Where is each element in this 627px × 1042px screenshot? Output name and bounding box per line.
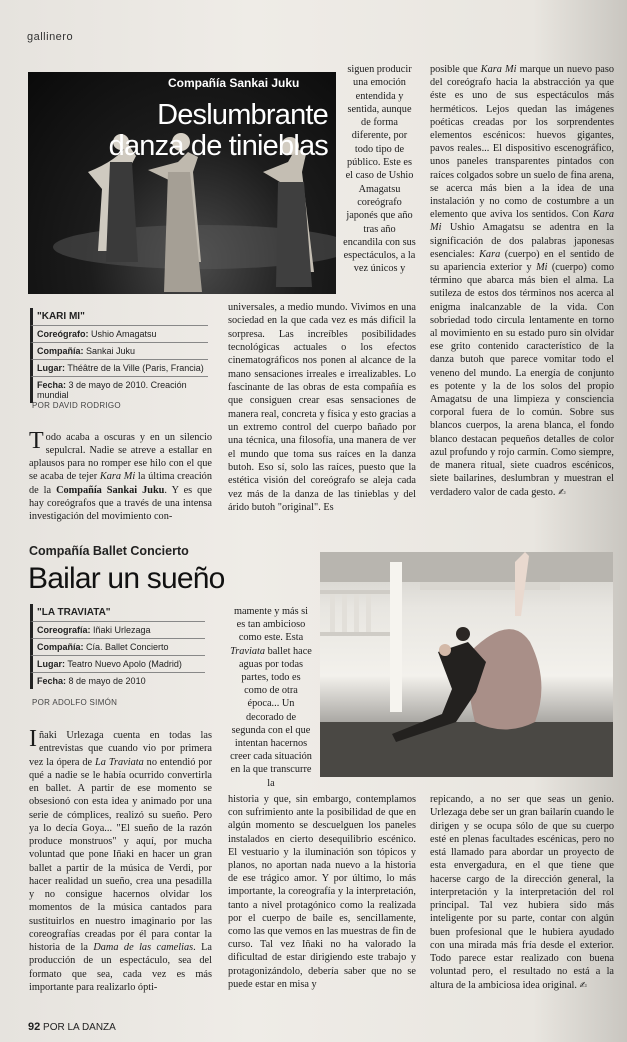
article2-column1: Iñaki Urlezaga cuenta en todas las entrevistas que cuando vio por primera vez la ópera de La Traviata no entendió por qué a nadie se le había ocurrido convertirla en ballet. A partir de ese momento se obsesionó con esta idea y animado por una serie de cómplices, realizó su sueño. Pero ya lo decía Goya... "El sueño de la razón produce monstruos" y aquí, por mucha voluntad que pone Iñaki en hacer un gran ballet a partir de la música de Verdi, por hacer realidad un sueño, crea una pesadilla y no consigue hacernos olvidar los momentos de la música cantados para sustituirlos en nuestro imaginario por las coreografías creadas por él para contar la historia de la Dama de las camelias. La producción de un espectáculo, sea del formato que sea, cada vez es más importante para realizarlo ópti- — [29, 726, 213, 993]
article2-infobox — [30, 604, 205, 689]
dropcap: I — [29, 726, 37, 752]
work-title: "LA TRAVIATA" — [30, 604, 205, 621]
article2-column2-top: mamente y más si es tan ambicioso como este. Esta Traviata ballet hace aguas por todas partes, todo es como de otra época... Un decorado de segunda con el que intentan hacernos creer cada situación en la que transcurre la — [230, 606, 312, 789]
article1-infobox — [30, 308, 208, 403]
info-row: Compañía: Sankai Juku — [30, 342, 208, 359]
article1-kicker: Compañía Sankai Juku — [168, 76, 300, 90]
section-label: gallinero — [27, 31, 74, 43]
dropcap: T — [29, 428, 44, 454]
info-row: Fecha: 3 de mayo de 2010. Creación mundial — [30, 376, 208, 403]
info-row: Compañía: Cía. Ballet Concierto — [30, 638, 205, 655]
work-title: "KARI MI" — [30, 308, 208, 325]
info-row: Coreógrafo: Ushio Amagatsu — [30, 325, 208, 342]
article2-column3: repicando, a no ser que seas un genio. Urlezaga debe ser un gran bailarín cuando le dirigen y se ocupa sólo de que su cuerpo esté en plenas facultades escénicas, pero no está llamado para abordar un proyecto de esta envergadura, en el que tiene que hacerse cargo de la dirección general, la interpretación y la interpretación del rol principal. Tal vez hubiera sido más inteligente por su parte, contar con algún buen profesional que le hubiera ayudado con una mirada más fría desde el exterior. Todo parece estar realizado con buena voluntad pero, el resultado no está a la altura de la ambiciosa idea original. ✍ — [430, 794, 614, 991]
info-row: Lugar: Teatro Nuevo Apolo (Madrid) — [30, 655, 205, 672]
la-traviata-photo — [320, 552, 613, 777]
end-signature-icon: ✍ — [579, 980, 588, 991]
article1-column3: posible que Kara Mi marque un nuevo paso del coreógrafo hacia la abstracción ya que éste es uno de sus espectáculos más herméticos. Lejos quedan las imágenes poéticas creadas por los sorprendentes elementos escénicos: huevos gigantes, pavos reales... El dispositivo escenográfico, unos paneles transparentes pintados con raíces colgados sobre un suelo de fina arena, se acerca más bien a la idea de una instalación y no como de costumbre a un elemento que aviva los sentidos. Con Kara Mi Ushio Amagatsu se adentra en la significación de dos palabras japonesas esenciales: Kara (cuerpo) en el sentido de su apariencia exterior y Mi (cuerpo) como término que abarca más bien el alma. La sutileza de estos dos términos nos acerca al enigma inalcanzable de la vida. Con sobriedad todo circula lentamente en torno al movimiento en su estado puro sin olvidar ese grito contenido característico de la danza butoh que parece vomitar todo el veneno del mundo. La energía de conjunto es potente y la de los solos del propio Amagatsu de una limpieza y consciencia corporal fuera de lo común. Sobre sus blancos cuerpos, la arena blanca, el fondo blanco destacan pequeños detalles de color azul profundo y rojo carmín. Como siempre, de manera ritual, siete cuadros escénicos, siete bailarines, deslumbran y muestran el verdadero valor de cada gesto. ✍ — [430, 64, 615, 498]
page-footer — [28, 1021, 116, 1033]
article1-byline: POR DAVID RODRIGO — [32, 401, 121, 410]
article1-title: Deslumbrante danza de tinieblas — [108, 99, 328, 162]
info-row: Fecha: 8 de mayo de 2010 — [30, 672, 205, 689]
page-number: 92 — [28, 1021, 41, 1033]
article2-kicker: Compañía Ballet Concierto — [29, 544, 189, 558]
article2-column2-bottom: historia y que, sin embargo, contemplamos con sufrimiento ante la posibilidad de que en algún momento se descuelguen los paneles instalados en cierto desequilibrio escénico. El vestuario y la iluminación son tópicos y planos, no aportan nada nuevo a la historia de ese trágico amor. Y por último, lo más importante, la coreografía y la interpretación, tanto a nivel protagónico como la realizada por el cuerpo de baile es, sencillamente, como las que vemos en las muestras de fin de curso. Tal vez Iñaki no ha valorado la dificultad de estar dirigiendo este trabajo y protagonizándolo, debería saber que no se puede estar en misa y — [228, 794, 416, 990]
article2-title: Bailar un sueño — [28, 562, 225, 595]
article2-byline: POR ADOLFO SIMÓN — [32, 698, 118, 707]
article1-column1: Todo acaba a oscuras y en un silencio sepulcral. Nadie se atreve a estallar en aplausos para no romper ese hilo con el que se acaba de tejer Kara Mi la última creación de la Compañía Sankai Juku. Y es que hay coreógrafos que a través de una intensa investigación del movimiento con- — [29, 428, 212, 522]
info-row: Coreografía: Iñaki Urlezaga — [30, 621, 205, 638]
ballet-couple-figure — [320, 552, 613, 777]
end-signature-icon: ✍ — [558, 487, 566, 498]
magazine-name: POR LA DANZA — [43, 1022, 116, 1033]
info-row: Lugar: Théâtre de la Ville (Paris, Francia) — [30, 359, 208, 376]
article1-column2-top: siguen producir una emoción entendida y sentida, aunque de forma diferente, por todo tipo de público. Este es el caso de Ushio Amagatsu coreógrafo japonés que año tras año encandila con sus espectáculos, a la vez únicos y — [343, 64, 416, 275]
article1-column2-bottom: universales, a medio mundo. Vivimos en una sociedad en la que cada vez es más difícil la sorpresa. Las increíbles posibilidades tecnológicas actuales o los efectos cinematográficos nos ponen al alcance de la mano sensaciones irreales e irrealizables. Lo fascinante de las obras de esta compañía es que consiguen crear esas sensaciones de manera real, concreta y física y esto gracias a un extremo control del cuerpo bañado por una técnica, una filosofía, una manera de ver el mundo que toma sus raíces en la danza butoh. Eso sí, solo las raíces, puesto que la estética visión del coreógrafo se aleja cada vez más de la danza de las tinieblas y del árido butoh "original". Es — [228, 302, 416, 514]
